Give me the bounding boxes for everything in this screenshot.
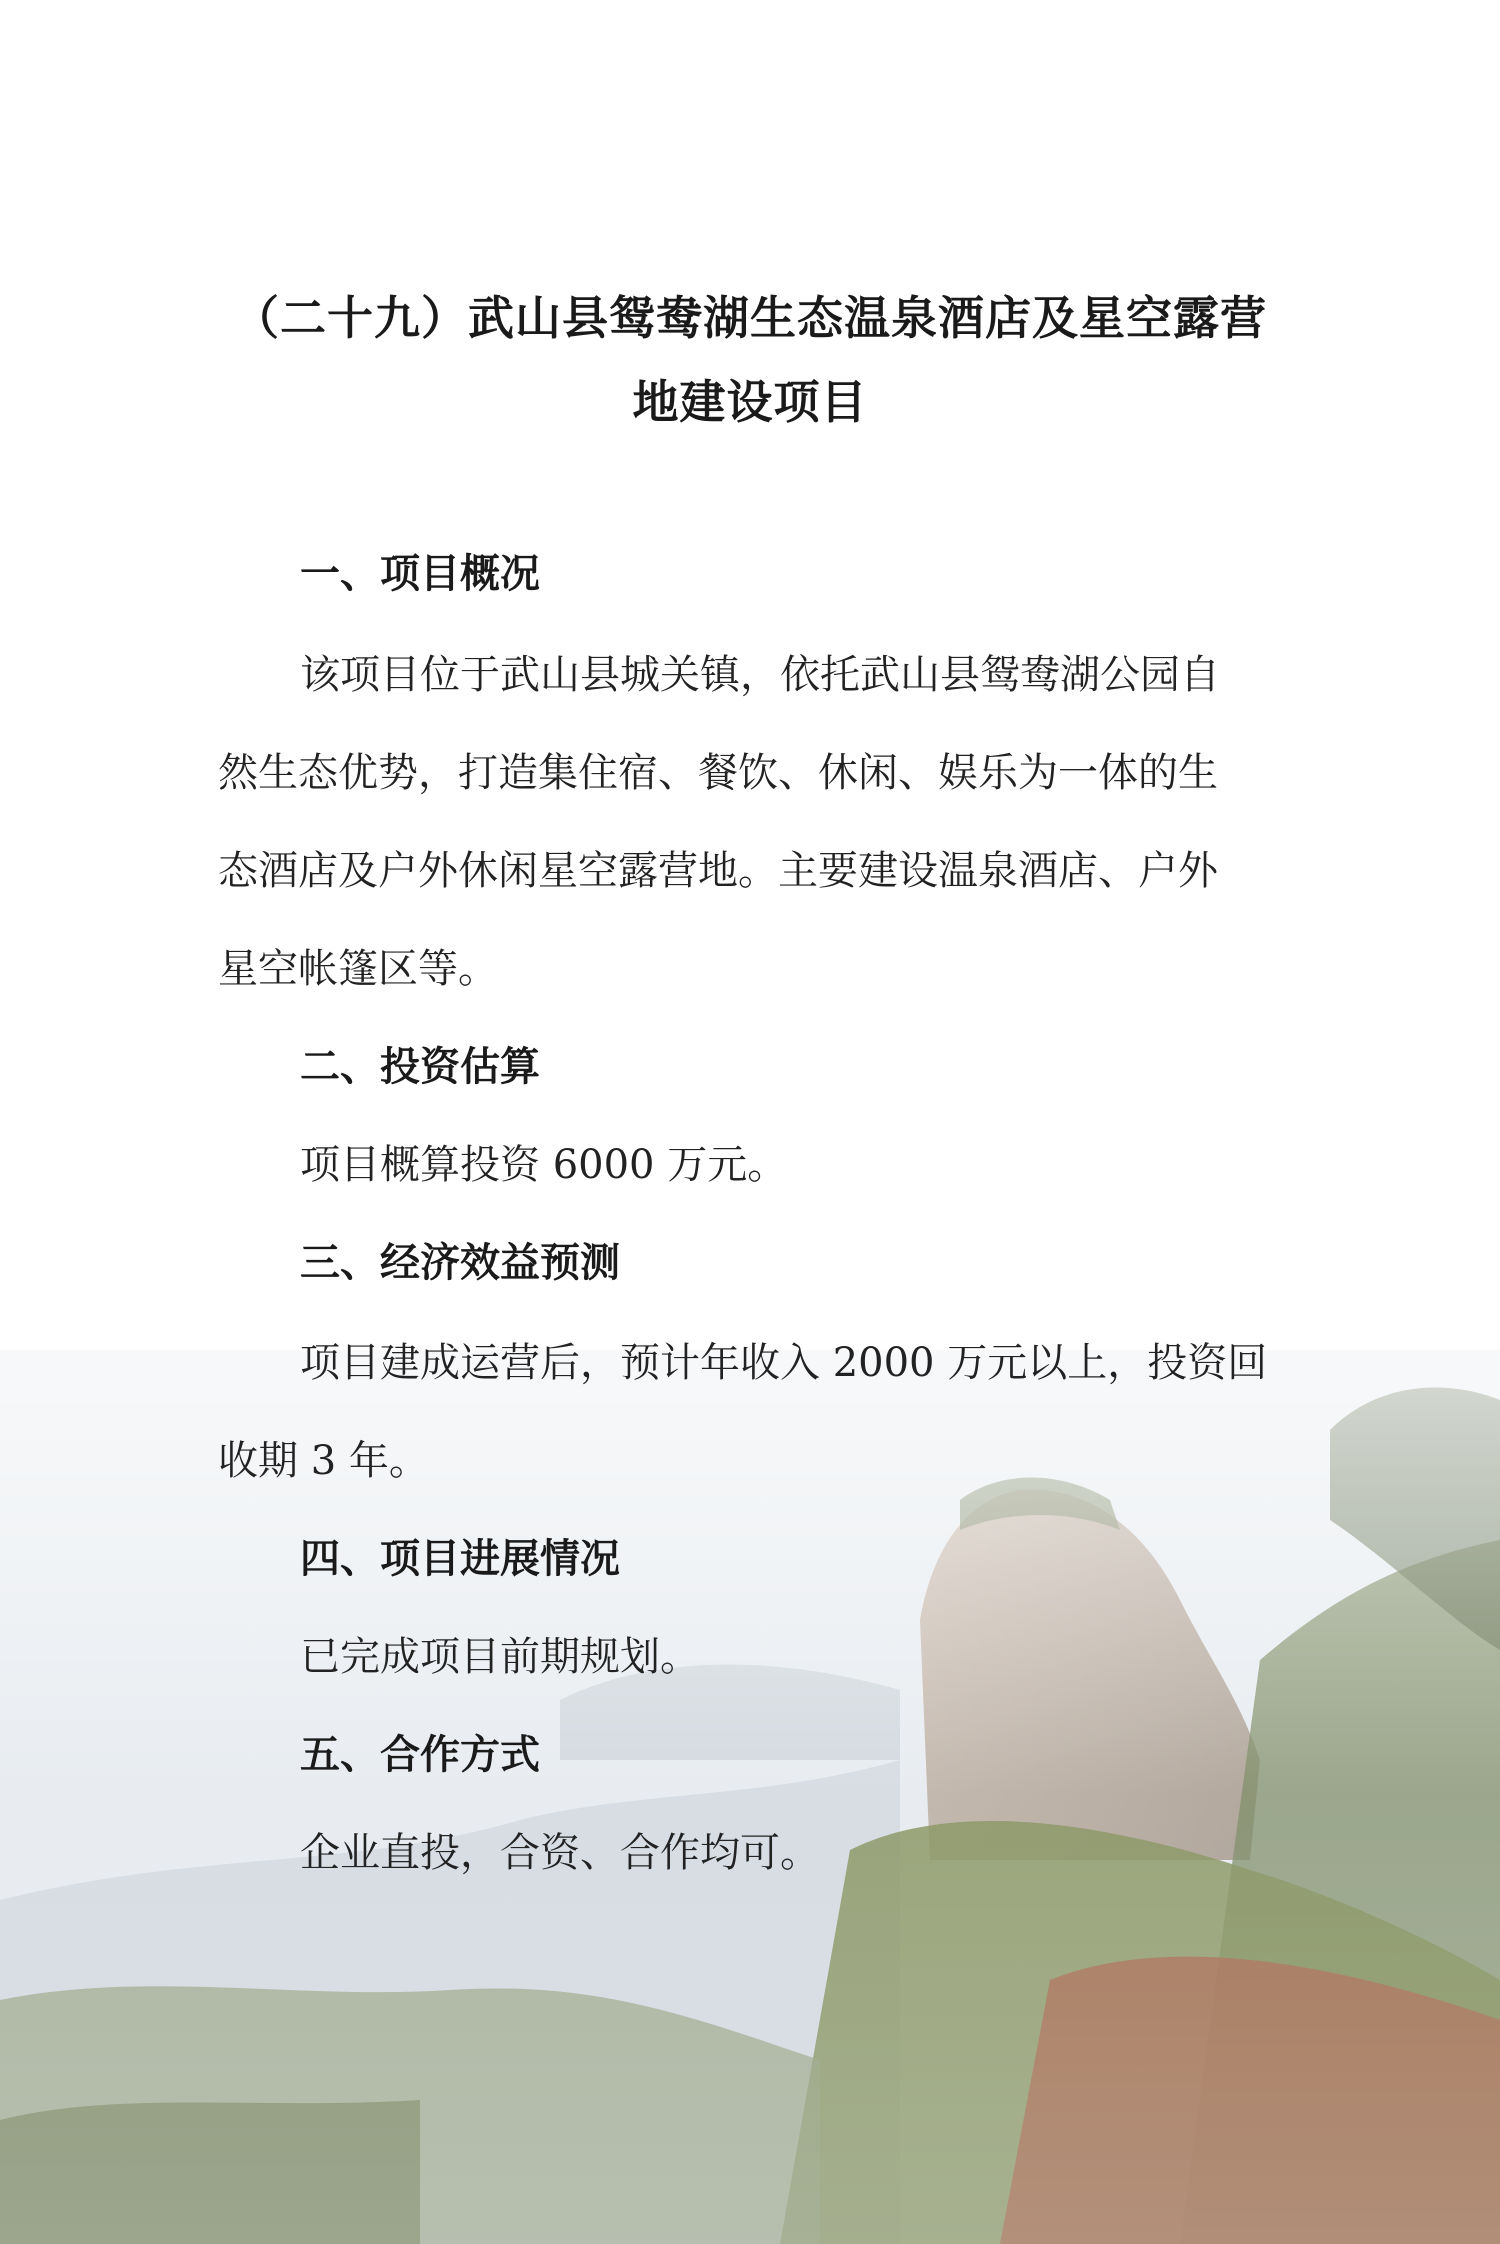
document-title-line-2: 地建设项目 [632,375,868,429]
section-heading-progress: 四、项目进展情况 [300,1536,620,1582]
section-heading-overview: 一、项目概况 [300,551,540,597]
section-heading-economic-benefit: 三、经济效益预测 [300,1240,620,1286]
paragraph-line: 项目概算投资 6000 万元。 [300,1142,788,1188]
paragraph-line: 态酒店及户外休闲星空露营地。主要建设温泉酒店、户外 [218,848,1218,894]
paragraph-line: 企业直投，合资、合作均可。 [300,1830,820,1876]
paragraph-line: 已完成项目前期规划。 [300,1634,700,1680]
paragraph-line: 该项目位于武山县城关镇，依托武山县鸳鸯湖公园自 [300,652,1220,698]
paragraph-line: 收期 3 年。 [218,1438,429,1484]
paragraph-line: 项目建成运营后，预计年收入 2000 万元以上，投资回 [300,1340,1268,1386]
section-heading-cooperation: 五、合作方式 [300,1732,540,1778]
paragraph-line: 然生态优势，打造集住宿、餐饮、休闲、娱乐为一体的生 [218,750,1218,796]
document-title-line-1: （二十九）武山县鸳鸯湖生态温泉酒店及星空露营 [233,291,1267,345]
section-heading-investment: 二、投资估算 [300,1044,540,1090]
paragraph-line: 星空帐篷区等。 [218,946,498,992]
